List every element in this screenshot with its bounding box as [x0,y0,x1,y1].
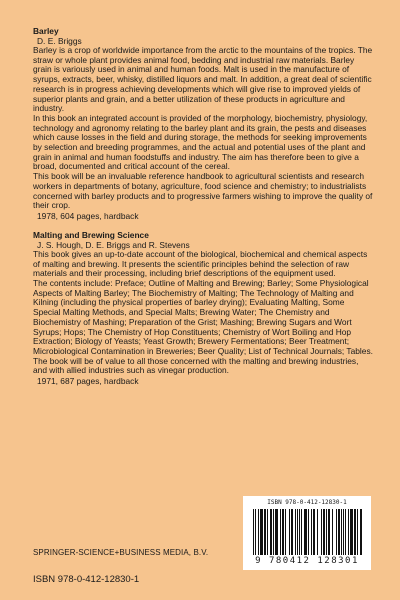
back-cover-text [33,26,373,395]
barcode [243,496,371,570]
book-description-paragraph: This book gives an up-to-date account of the biological, biochemical and chemical aspects of malting and brewing. It presents the scientific principles behind the selection of raw materials and their processing, including brief descriptions of the equipment used. [33,248,368,279]
book-meta: 1978, 604 pages, hardback [37,210,139,221]
book-meta: 1971, 687 pages, hardback [37,376,139,387]
barcode-number: 9 780412 128301 [255,556,359,566]
book-title: Barley [33,26,59,36]
isbn-label: ISBN 978-0-412-12830-1 [33,574,140,585]
book-description-paragraph: In this book an integrated account is provided of the morphology, biochemistry, physiology, technology and agronomy relating to the barley plant and its grain, the pests and diseases which cause losses in the field and during storage, the methods for seeking improvements by selection and breeding programmes, and the actual and potential uses of the plant and grain in animal and human foodstuffs and industry. The aim has therefore been to give a broad, documented and critical account of the cereal. [33,112,368,172]
book-title: Malting and Brewing Science [33,229,149,240]
book-description-paragraph: The book will be of value to all those concerned with the malting and brewing industries, and with allied industries such as vinegar production. [33,355,359,376]
book-description-paragraph: The contents include: Preface; Outline of Malting and Brewing; Barley; Some Physiological Aspects of Malting Barley; The Biochemistry of Malting; The Technology of Malting and Kilning (including the physical properties of barley drying); Evaluating Malting, Some Special Malting Methods, and Special Malts; Brewing Water; The Chemistry and Biochemistry of Mashing; Preparation of the Grist; Mashing; Brewing Sugars and Wort Syrups; Hops; The Chemistry of Hop Constituents; Chemistry of Wort Boiling and Hop Extraction; Biology of Yeasts; Yeast Growth; Brewery Fermentations; Beer Treatment; Microbiological Contamination in Breweries; Beer Quality; List of Technical Journals; Tables. [33,278,373,356]
publisher-name: SPRINGER-SCIENCE+BUSINESS MEDIA, B.V. [33,548,209,557]
barcode-bars [251,509,363,555]
barcode-isbn-text: ISBN 978-0-412-12830-1 [267,499,347,506]
book-entry-barley [33,26,373,221]
book-entry-malting-brewing [33,230,373,386]
book-description-paragraph: Barley is a crop of worldwide importance from the arctic to the mountains of the tropics. The straw or whole plant provides animal food, bedding and industrial raw materials. Barley grain is variously used in animal and human foods. Malt is used in the manufacture of syrups, extracts, beer, whisky, distilled liquors and malt. In addition, a great deal of scientific research is in progress achieving developments which will give rise to improved yields of superior plants and grain, and a better utilization of these products in agriculture and industry. [33,45,373,114]
book-authors: D. E. Briggs [37,36,82,46]
book-authors: J. S. Hough, D. E. Briggs and R. Stevens [37,239,190,250]
book-description-paragraph: This book will be an invaluable reference handbook to agricultural scientists and research workers in departments of botany, agriculture, food science and chemistry; to industrialists concerned with barley products and to progressive farmers wishing to improve the quality of their crop. [33,171,373,211]
